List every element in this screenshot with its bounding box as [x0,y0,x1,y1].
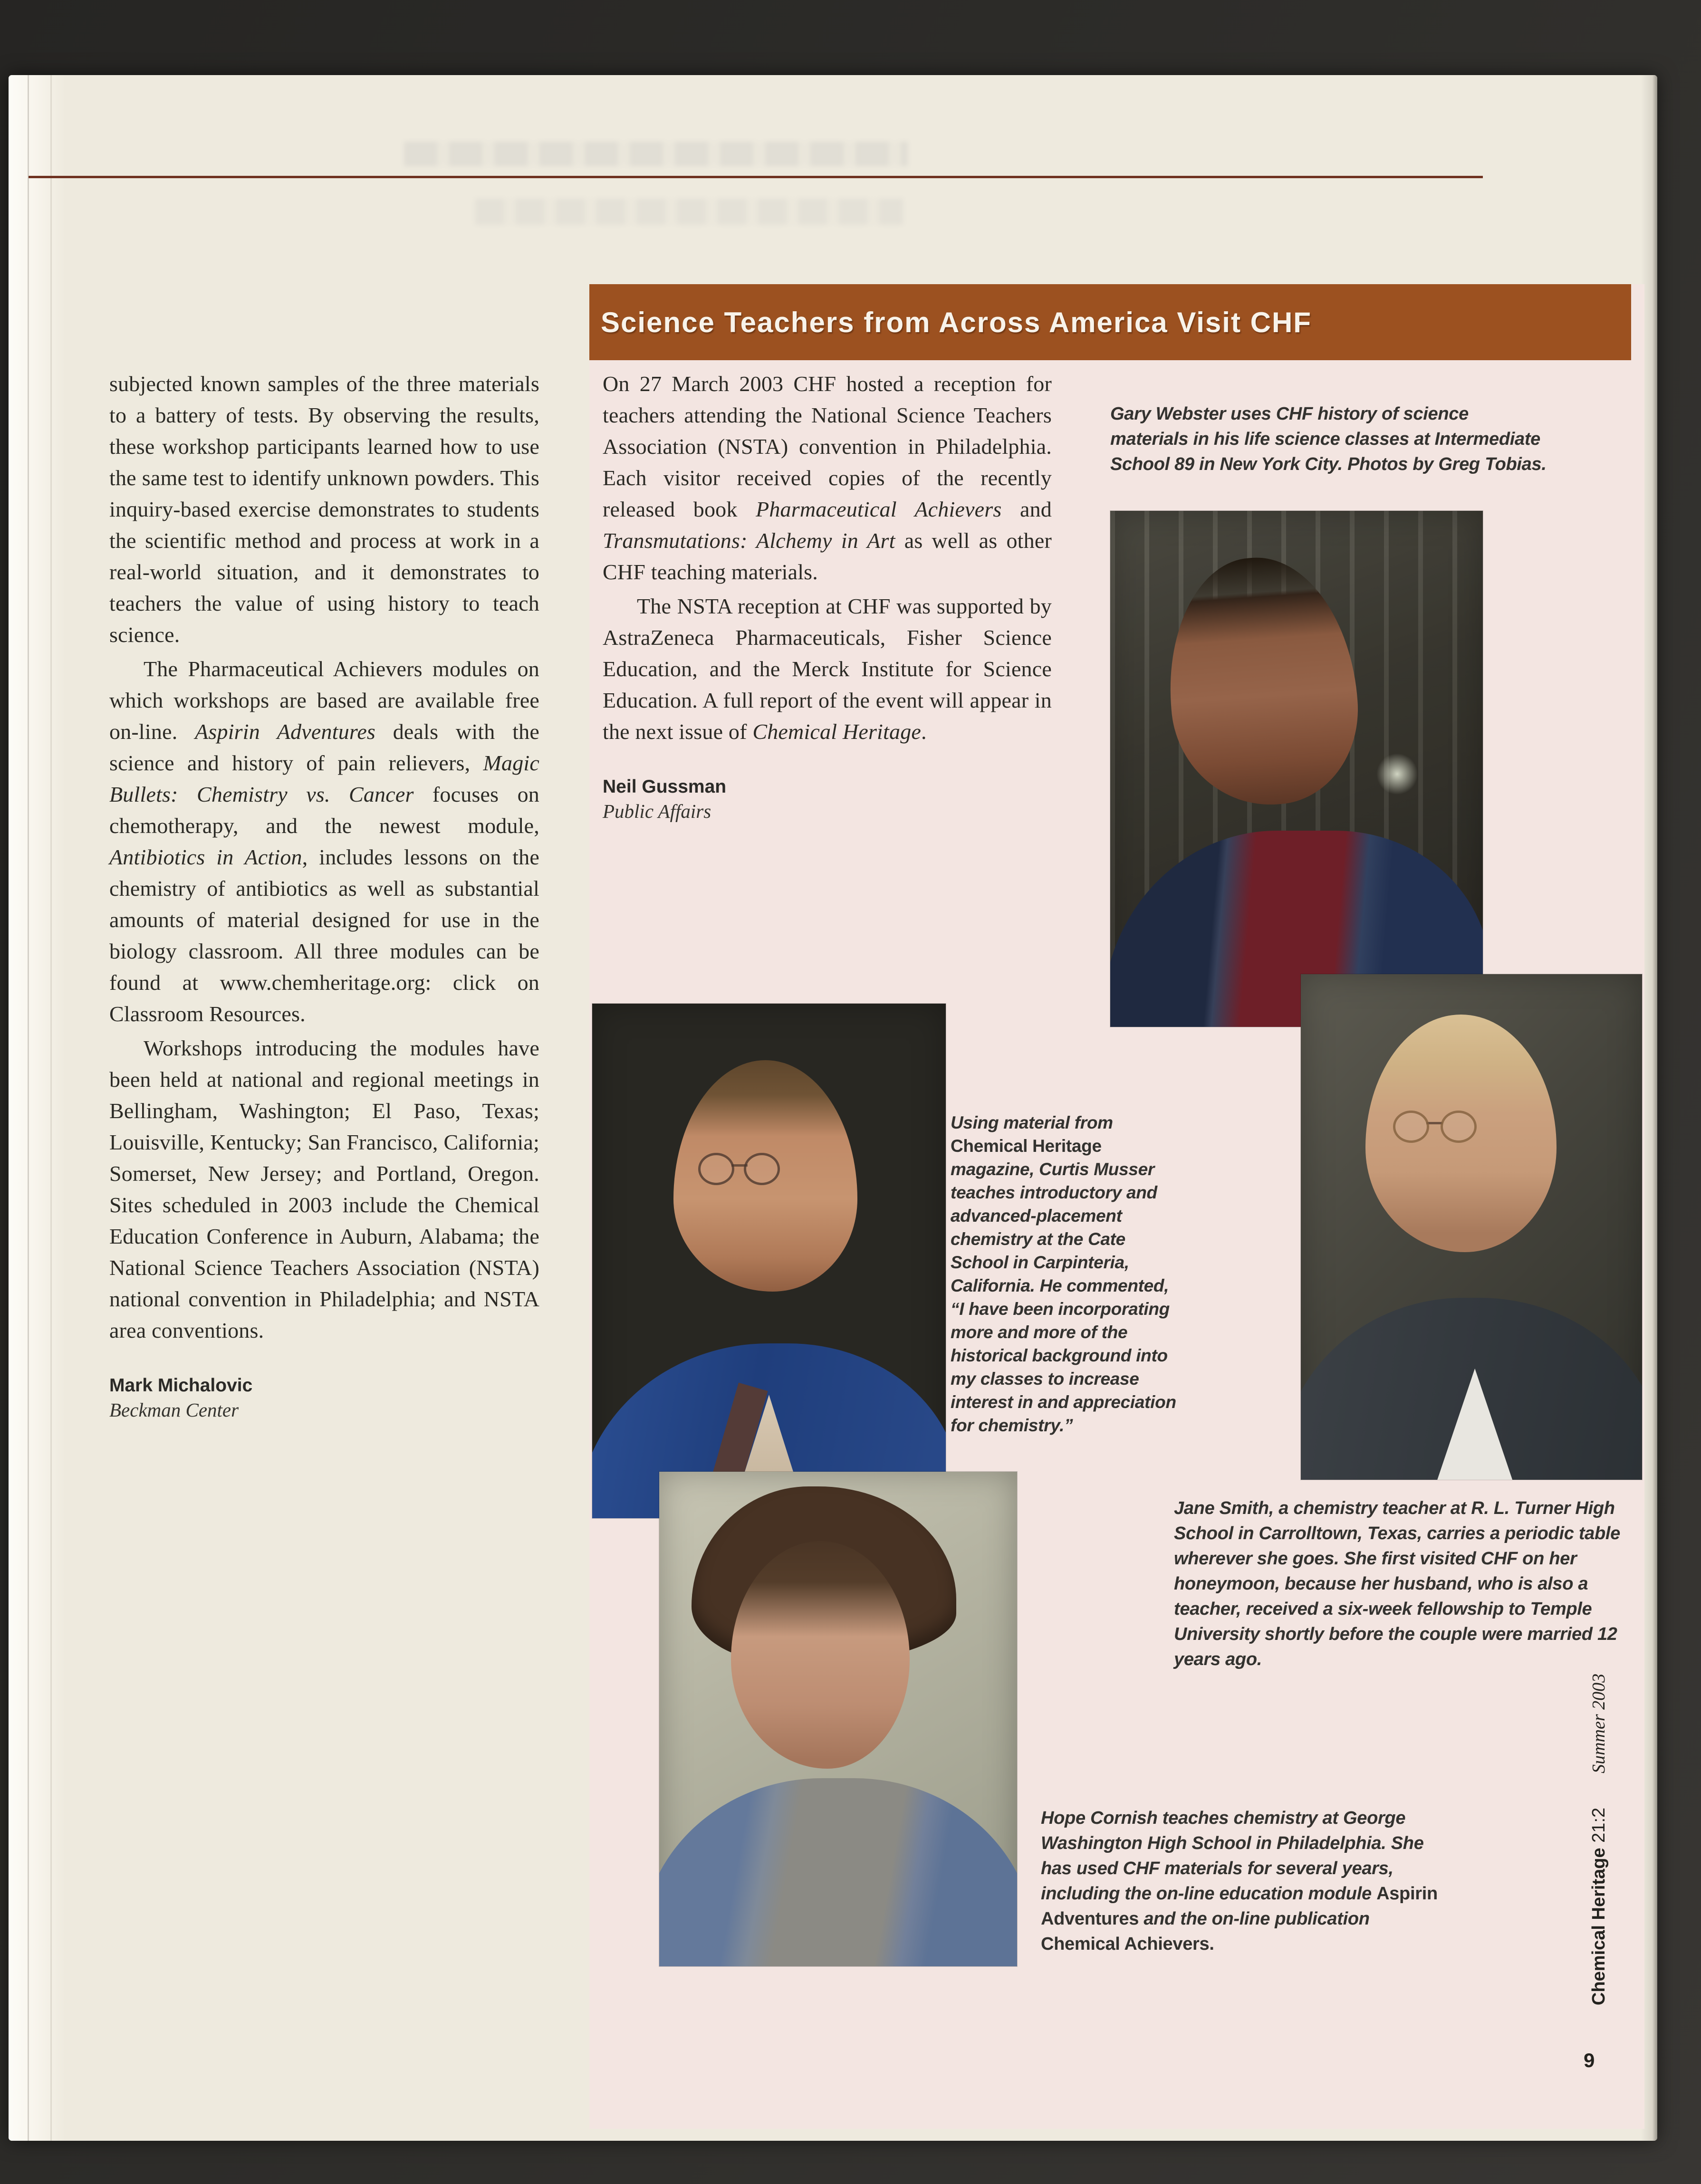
article-title: Science Teachers from Across America Visit CHF [601,306,1312,338]
gutter-crease-line [50,75,52,2141]
body-paragraph: On 27 March 2003 CHF hosted a reception for teachers attending the National Science Teachers Association (NSTA) convention in Philadelphia. Each visitor received copies of the recently released book Pharmaceutical Achievers and Transmutations: Alchemy in Art as well as other CHF teaching materials. [603,372,1052,584]
byline-name: Neil Gussman [603,776,727,797]
spine-citation-text [1579,1623,1619,2005]
caption-gary-webster: Gary Webster uses CHF history of science materials in his life science classes at Intermediate School 89 in New York City. Photos by Greg Tobias. [1110,404,1547,474]
body-paragraph: Workshops introducing the modules have been held at national and regional meetings in Bellingham, Washington; El Paso, Texas; Louisville, Kentucky; San Francisco, California; Somerset, New Jersey; and Portland, Oregon. Sites scheduled in 2003 include the Chemical Education Conference in Auburn, Alabama; the National Science Teachers Association (NSTA) national convention in Philadelphia; and NSTA area conventions. [109,1036,539,1342]
portrait-head [1162,551,1365,811]
bleedthrough-smudge [475,199,903,225]
photo-curtis-musser [592,1004,946,1518]
photo-jane-smith [1301,974,1642,1480]
gutter-crease-line [28,75,29,2141]
bleedthrough-smudge [404,142,908,166]
page-gutter-curl [9,75,66,2141]
photo-gary-webster [1110,511,1483,1027]
journal-reference [1589,1808,1609,2005]
byline-name: Mark Michalovic [109,1375,253,1396]
article-column [603,368,1052,824]
header-rule [29,176,1483,178]
caption-curtis-musser: Using material from Chemical Heritage magazine, Curtis Musser teaches introductory and advanced-placement chemistry at the Cate School in Carpinteria, California. He commented, “I have been incorporating more and more of the historical background into my classes to increase interest in and appreciation for chemistry.” [951,1113,1176,1435]
body-paragraph: subjected known samples of the three materials to a battery of tests. By observing the results, these workshop participants learned how to use the same test to identify unknown powders. This inquiry-based exercise demonstrates to students the scientific method and process at work in a real-world situation, and it demonstrates to teachers the value of using history to teach science. [109,372,539,647]
journal-issue: 21:2 [1588,1807,1609,1843]
body-paragraph: The Pharmaceutical Achievers modules on which workshops are based are available free on-line. Aspirin Adventures deals with the science and history of pain relievers, Magic Bullets: Chemistry vs. Cancer focuses on chemotherapy, and the newest module, Antibiotics in Action, includes lessons on the chemistry of antibiotics as well as substantial amounts of material designed for use in the biology classroom. All three modules can be found at www.chemheritage.org: click on Classroom Resources. [109,657,539,1026]
byline-affiliation: Public Affairs [603,800,711,822]
glasses-icon [698,1153,780,1186]
byline-neil-gussman [603,775,1052,824]
body-paragraph: The NSTA reception at CHF was supported by AstraZeneca Pharmaceuticals, Fisher Science Education, and the Merck Institute for Science Education. A full report of the event will appear in the next issue of Chemical Heritage. [603,594,1052,744]
portrait-torso [659,1778,1017,1966]
byline-affiliation: Beckman Center [109,1399,239,1421]
byline-mark-michalovic [109,1374,539,1422]
left-column [109,368,539,1422]
photo-hope-cornish [659,1472,1017,1966]
spine-citation [1579,1623,1619,2005]
caption-jane-smith: Jane Smith, a chemistry teacher at R. L. Turner High School in Carrolltown, Texas, carries a periodic table wherever she goes. She first visited CHF on her honeymoon, because her husband, who is also a teacher, received a six-week fellowship to Temple University shortly before the couple were married 12 years ago. [1174,1498,1621,1669]
article-banner [589,284,1631,360]
portrait-head [731,1541,910,1769]
journal-name: Chemical Heritage [1588,1848,1609,2005]
caption-hope-cornish: Hope Cornish teaches chemistry at George Washington High School in Philadelphia. She has used CHF materials for several years, including the on-line education module Aspirin Adventures and the on-line publication Chemical Achievers. [1041,1808,1438,1954]
page-number: 9 [1584,2049,1595,2071]
issue-season: Summer 2003 [1589,1673,1609,1773]
glasses-icon [1393,1111,1477,1144]
